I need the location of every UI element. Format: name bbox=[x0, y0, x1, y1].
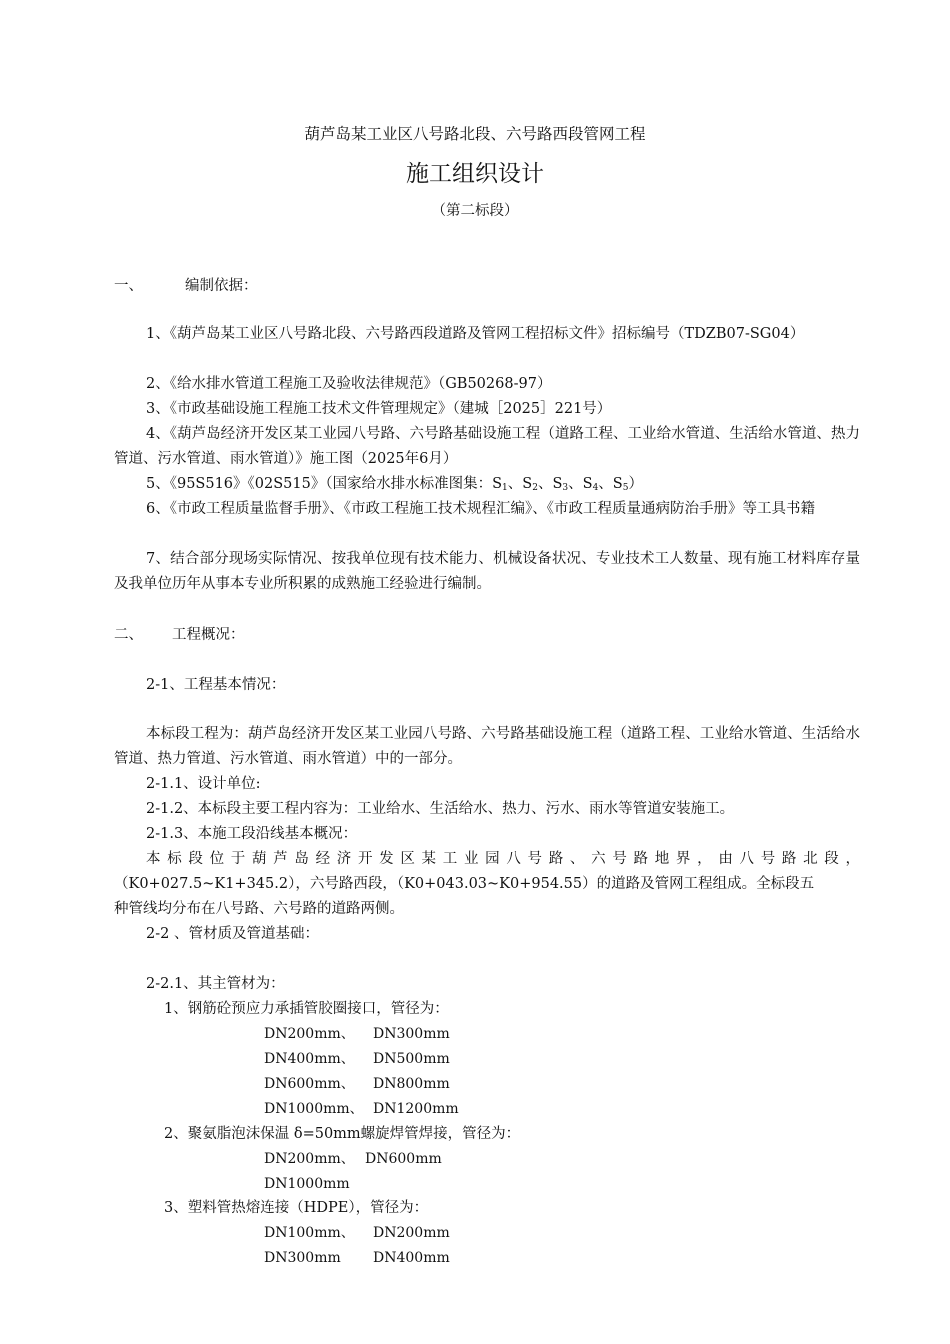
standard-s4: $S_4$ bbox=[582, 476, 599, 493]
pipe-size: DN100mm、 bbox=[264, 1225, 355, 1241]
section2-number: 二、 bbox=[114, 627, 143, 643]
basis-item-6: 6、《市政工程质量监督手册》、《市政工程施工技术规程汇编》、《市政工程质量通病防治手册》等工具书籍 bbox=[146, 501, 815, 517]
subsection-2-2-heading: 2-2 、管材质及管道基础： bbox=[146, 926, 319, 942]
basis-item-3: 3、《市政基础设施工程施工技术文件管理规定》（建城［2025］221号） bbox=[146, 401, 612, 417]
item-2-1-1: 2-1.1、设计单位: bbox=[146, 776, 261, 792]
pipe-group-1-label: 1、钢筋砼预应力承插管胶圈接口，管径为： bbox=[164, 1001, 449, 1017]
basis-item-7: 7、结合部分现场实际情况、按我单位现有技术能力、机械设备状况、专业技术工人数量、现有施工材料库存量及我单位历年从事本专业所积累的成熟施工经验进行编制。 bbox=[114, 551, 860, 592]
pipe-size: DN200mm、 bbox=[264, 1151, 355, 1167]
pipe-size: DN400mm bbox=[373, 1250, 450, 1266]
standard-s3: $S_3$ bbox=[552, 476, 569, 493]
basis-item-5-text: 5、《95S516》《02S515》（国家给水排水标准图集： bbox=[146, 476, 493, 492]
route-line-2: （K0+027.5~K1+345.2），六号路西段，（K0+043.03~K0+954.55）的道路及管网工程组成。全标段五 bbox=[114, 876, 815, 892]
overview-paragraph: 本标段工程为：葫芦岛经济开发区某工业园八号路、六号路基础设施工程（道路工程、工业给水管道、生活给水管道、热力管道、污水管道、雨水管道）中的一部分。 bbox=[114, 726, 860, 767]
standard-s5: $S_5$ bbox=[612, 476, 629, 493]
pipe-size: DN300mm bbox=[373, 1026, 450, 1042]
pipe-size: DN400mm、 bbox=[264, 1051, 355, 1067]
section1-number: 一、 bbox=[114, 278, 143, 294]
basis-item-2: 2、《给水排水管道工程施工及验收法律规范》（GB50268-97） bbox=[146, 376, 552, 392]
route-line-3: 种管线均分布在八号路、六号路的道路两侧。 bbox=[114, 901, 404, 917]
pipe-size: DN1000mm、 bbox=[264, 1101, 364, 1117]
section1-heading: 编制依据： bbox=[185, 278, 258, 294]
basis-item-1: 1、《葫芦岛某工业区八号路北段、六号路西段道路及管网工程招标文件》招标编号（TDZB07-SG04） bbox=[146, 326, 805, 342]
standard-s2: $S_2$ bbox=[522, 476, 538, 493]
subsection-2-1-heading: 2-1、工程基本情况： bbox=[146, 677, 286, 693]
section2-heading: 工程概况： bbox=[172, 627, 245, 643]
pipe-size: DN300mm bbox=[264, 1250, 341, 1266]
standard-s1: $S_1$ bbox=[492, 476, 508, 493]
pipe-group-3-label: 3、塑料管热熔连接（HDPE），管径为： bbox=[164, 1200, 429, 1216]
pipe-size: DN800mm bbox=[373, 1076, 450, 1092]
pipe-size: DN200mm bbox=[373, 1225, 450, 1241]
pipe-group-2-label: 2、聚氨脂泡沫保温 δ=50mm螺旋焊管焊接，管径为： bbox=[164, 1126, 521, 1142]
item-2-1-2: 2-1.2、本标段主要工程内容为：工业给水、生活给水、热力、污水、雨水等管道安装施工。 bbox=[146, 801, 735, 817]
document-title: 施工组织设计 bbox=[406, 161, 544, 187]
pipe-size: DN600mm、 bbox=[264, 1076, 355, 1092]
pipe-size: DN600mm bbox=[365, 1151, 442, 1167]
main-pipe-heading: 2-2.1、其主管材为： bbox=[146, 976, 285, 992]
route-line-1: 本标段位于葫芦岛经济开发区某工业园八号路、六号路地界，由八号路北段， bbox=[146, 851, 860, 867]
pipe-size: DN1200mm bbox=[373, 1101, 459, 1117]
basis-item-4: 4、《葫芦岛经济开发区某工业园八号路、六号路基础设施工程（道路工程、工业给水管道、生活给水管道、热力管道、污水管道、雨水管道）》施工图（2025年6月） bbox=[114, 426, 860, 467]
pipe-size: DN500mm bbox=[373, 1051, 450, 1067]
project-title: 葫芦岛某工业区八号路北段、六号路西段管网工程 bbox=[304, 125, 646, 143]
pipe-size: DN200mm、 bbox=[264, 1026, 355, 1042]
pipe-size: DN1000mm bbox=[264, 1176, 350, 1192]
basis-item-5: 5、《95S516》《02S515》（国家给水排水标准图集：$S_1$、$S_2$、$S_3$、$S_4$、$S_5$） bbox=[146, 476, 643, 493]
section-label: （第二标段） bbox=[431, 203, 519, 219]
item-2-1-3: 2-1.3、本施工段沿线基本概况： bbox=[146, 826, 358, 842]
